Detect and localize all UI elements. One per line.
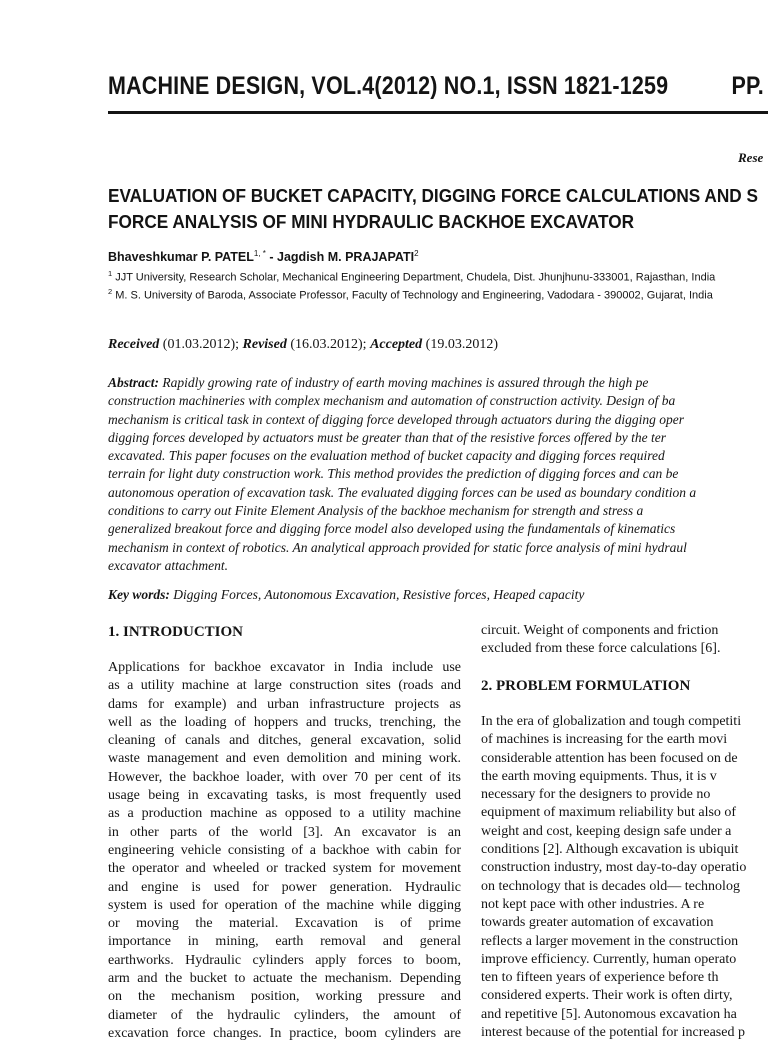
journal-title: MACHINE DESIGN, VOL.4(2012) NO.1, ISSN 1821-1259	[108, 72, 669, 100]
section-2-body	[481, 713, 768, 1042]
body-line: However, the backhoe loader, with over 70 per cent of its	[108, 769, 461, 785]
affiliation-1	[108, 269, 715, 284]
body-line: not kept pace with other industries. A re	[481, 896, 705, 912]
affiliation-1-marker: 1	[108, 269, 113, 278]
accepted-date: (19.03.2012)	[422, 337, 498, 352]
abstract-line: excavated. This paper focuses on the evaluation method of bucket capacity and digging forces required	[108, 448, 665, 464]
author-2: Jagdish M. PRAJAPATI	[277, 250, 415, 265]
abstract-line: conditions to carry out Finite Element Analysis of the backhoe mechanism for strength and stress a	[108, 503, 644, 519]
body-line: considered experts. Their work is often dirty,	[481, 988, 733, 1004]
body-line: engineering vehicle consisting of a backhoe with cabin for	[108, 842, 461, 858]
body-line: interest because of the potential for increased p	[481, 1025, 745, 1041]
author-1-marker: 1, *	[253, 249, 266, 258]
abstract-line: excavator attachment.	[108, 557, 228, 573]
keywords	[108, 587, 584, 603]
affiliation-2-marker: 2	[108, 287, 113, 296]
abstract-line: terrain for light duty construction work. This method provides the prediction of digging forces and can be	[108, 466, 679, 482]
body-line: excluded from these force calculations [6].	[481, 641, 721, 657]
body-line: considerable attention has been focused on de	[481, 750, 738, 766]
affiliation-2-text: M. S. University of Baroda, Associate Professor, Faculty of Technology and Engineering, Vadodara - 390002, Gujarat, India	[112, 289, 713, 302]
revised-date: (16.03.2012);	[286, 337, 371, 352]
body-line: conditions [2]. Although excavation is ubiquit	[481, 842, 739, 858]
body-line: and engine is used for power generation. Hydraulic	[108, 879, 461, 895]
author-2-marker: 2	[414, 249, 419, 258]
body-line: necessary for the designers to provide no	[481, 787, 711, 803]
affiliation-2	[108, 287, 713, 302]
body-line: as a production machine as opposed to a utility machine	[108, 806, 461, 822]
body-line: as a utility machine at large construction sites (roads and	[108, 678, 461, 694]
author-list	[108, 249, 419, 264]
section-2-heading: 2. PROBLEM FORMULATION	[481, 678, 691, 694]
abstract	[108, 374, 696, 575]
article-type: Rese	[738, 150, 764, 165]
received-label: Received	[108, 337, 160, 352]
author-1: Bhaveshkumar P. PATEL	[108, 250, 254, 265]
title-line-2: FORCE ANALYSIS OF MINI HYDRAULIC BACKHOE EXCAVATOR	[108, 211, 635, 232]
body-line: and repetitive [5]. Autonomous excavation ha	[481, 1006, 737, 1022]
body-line: In the era of globalization and tough competiti	[481, 714, 742, 729]
body-line: dams for example) and urban infrastructure projects as	[108, 696, 461, 712]
abstract-line: autonomous operation of excavation task. The evaluated digging forces can be used as boundary condition a	[108, 484, 697, 500]
body-line: importance in mining, earth removal and general	[108, 934, 461, 950]
body-line: towards greater automation of excavation	[481, 915, 714, 931]
section-1-heading: 1. INTRODUCTION	[108, 624, 244, 640]
body-line: ten to fifteen years of experience before th	[481, 970, 719, 986]
submission-dates	[108, 337, 498, 353]
title-line-1: EVALUATION OF BUCKET CAPACITY, DIGGING FORCE CALCULATIONS AND S	[108, 185, 758, 206]
affiliation-1-text: JJT University, Research Scholar, Mechanical Engineering Department, Chudela, Dist. Jhunjhunu-333001, Rajasthan, India	[112, 271, 716, 284]
abstract-line: construction machineries with complex mechanism and automation of construction activity. Design of ba	[108, 393, 676, 409]
body-line: in other parts of the world [3]. An excavator is an	[108, 824, 461, 840]
received-date: (01.03.2012);	[159, 337, 243, 352]
body-line: reflects a larger movement in the construction	[481, 933, 739, 949]
body-line: Applications for backhoe excavator in India include use	[108, 660, 461, 675]
header-rule	[108, 111, 768, 114]
body-line: construction industry, most day-to-day operatio	[481, 860, 747, 876]
body-line: circuit. Weight of components and friction	[481, 623, 719, 638]
revised-label: Revised	[242, 337, 287, 352]
accepted-label: Accepted	[370, 337, 423, 352]
keywords-label: Key words:	[108, 587, 170, 602]
body-line: cleaning of canals and ditches, general excavation, solid	[108, 733, 461, 749]
abstract-line	[108, 374, 696, 392]
body-line: well as the loading of hoppers and trucks, trenching, the	[108, 714, 461, 730]
abstract-first-line: Rapidly growing rate of industry of earth moving machines is assured through the high pe	[159, 375, 649, 390]
body-line: excavation force changes. In practice, boom cylinders are	[108, 1025, 461, 1041]
section-1-continuation	[481, 622, 768, 659]
body-line: or moving the material. Excavation is of prime	[108, 916, 461, 932]
body-line: the operator and wheeled or tracked system for movement	[108, 861, 461, 877]
body-line: weight and cost, keeping design safe under a	[481, 823, 732, 839]
paper-title	[108, 183, 758, 235]
body-line: arm and the bucket to actuate the mechanism. Depending	[108, 971, 461, 987]
abstract-line: mechanism is critical task in context of digging force developed through actuators during the digging oper	[108, 411, 685, 427]
body-line: on the mechanism position, working pressure and	[108, 989, 461, 1005]
abstract-line: mechanism in context of robotics. An analytical approach provided for static force analysis of mini hydraul	[108, 539, 687, 555]
section-1-body	[108, 659, 461, 1043]
body-line: the earth moving equipments. Thus, it is v	[481, 768, 717, 784]
author-separator: -	[265, 250, 278, 265]
body-line: equipment of maximum reliability but also of	[481, 805, 737, 821]
body-line: on technology that is decades old— technolog	[481, 878, 740, 894]
abstract-line: digging forces developed by actuators must be greater than that of the resistive forces offered by the ter	[108, 429, 667, 445]
abstract-label: Abstract:	[108, 375, 160, 390]
body-line: improve efficiency. Currently, human operato	[481, 951, 737, 967]
body-line: usage being in excavating tasks, is most frequently used	[108, 788, 461, 804]
journal-header	[108, 72, 764, 101]
body-line: diameter of the hydraulic cylinders, the amount of	[108, 1007, 461, 1023]
journal-pages: PP.	[731, 72, 764, 100]
keywords-text: Digging Forces, Autonomous Excavation, Resistive forces, Heaped capacity	[169, 587, 585, 602]
body-line: waste management and even demolition and mining work.	[108, 751, 461, 767]
abstract-line: generalized breakout force and digging force model also developed using the fundamentals of kinematics	[108, 521, 676, 537]
body-line: system is used for operation of the machine while digging	[108, 897, 461, 913]
body-line: of machines is increasing for the earth movi	[481, 732, 728, 748]
body-line: earthworks. Hydraulic cylinders apply forces to boom,	[108, 952, 461, 968]
